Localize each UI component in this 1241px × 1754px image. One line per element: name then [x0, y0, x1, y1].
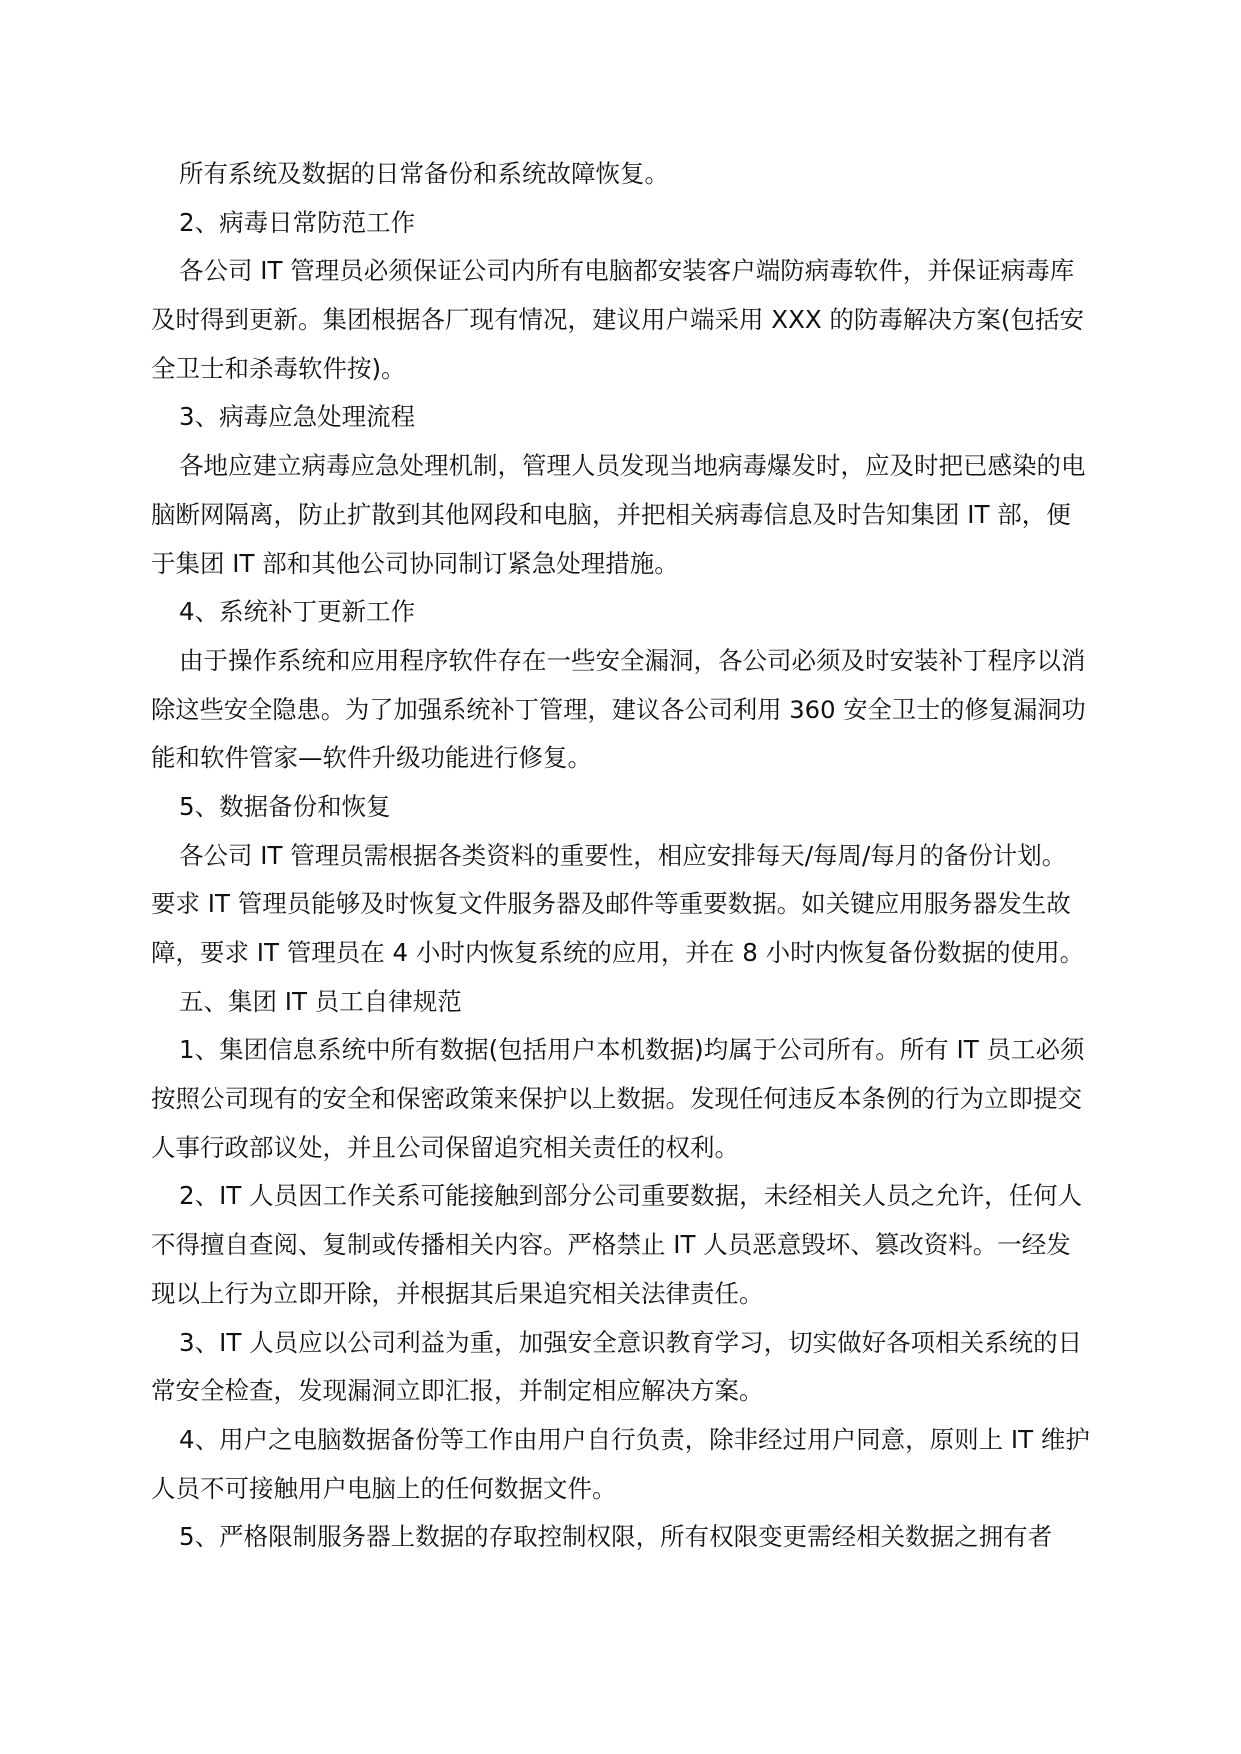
text-line: 1、集团信息系统中所有数据(包括用户本机数据)均属于公司所有。所有 IT 员工必须 — [179, 1035, 1085, 1065]
section-heading: 2、病毒日常防范工作 — [179, 207, 416, 237]
text-line: 不得擅自查阅、复制或传播相关内容。严格禁止 IT 人员恶意毁坏、篡改资料。一经发 — [151, 1230, 1071, 1260]
chapter-heading: 五、集团 IT 员工自律规范 — [179, 986, 462, 1016]
text-line: 5、严格限制服务器上数据的存取控制权限，所有权限变更需经相关数据之拥有者 — [179, 1522, 1053, 1552]
text-line: 于集团 IT 部和其他公司协同制订紧急处理措施。 — [151, 548, 679, 578]
text-line: 及时得到更新。集团根据各厂现有情况，建议用户端采用 XXX 的防毒解决方案(包括安 — [151, 305, 1084, 335]
text-line: 由于操作系统和应用程序软件存在一些安全漏洞，各公司必须及时安装补丁程序以消 — [179, 645, 1086, 675]
text-line: 能和软件管家—软件升级功能进行修复。 — [151, 743, 592, 773]
section-heading: 4、系统补丁更新工作 — [179, 597, 416, 627]
text-line: 障，要求 IT 管理员在 4 小时内恢复系统的应用，并在 8 小时内恢复备份数据的使用。 — [151, 938, 1085, 967]
document-body — [151, 150, 1091, 1562]
section-heading: 5、数据备份和恢复 — [179, 791, 391, 821]
text-line: 所有系统及数据的日常备份和系统故障恢复。 — [179, 159, 669, 188]
section-heading: 3、病毒应急处理流程 — [179, 402, 416, 432]
text-line: 除这些安全隐患。为了加强系统补丁管理，建议各公司利用 360 安全卫士的修复漏洞功 — [151, 694, 1086, 724]
text-line: 全卫士和杀毒软件按)。 — [151, 353, 406, 383]
text-line: 常安全检查，发现漏洞立即汇报，并制定相应解决方案。 — [151, 1376, 764, 1406]
text-line: 各公司 IT 管理员需根据各类资料的重要性，相应安排每天/每周/每月的备份计划。 — [179, 840, 1067, 870]
text-line: 要求 IT 管理员能够及时恢复文件服务器及邮件等重要数据。如关键应用服务器发生故 — [151, 889, 1071, 919]
text-line: 现以上行为立即开除，并根据其后果追究相关法律责任。 — [151, 1278, 764, 1308]
text-line: 2、IT 人员因工作关系可能接触到部分公司重要数据，未经相关人员之允许，任何人 — [179, 1181, 1083, 1211]
text-line: 各地应建立病毒应急处理机制，管理人员发现当地病毒爆发时，应及时把已感染的电 — [179, 451, 1086, 481]
text-line: 按照公司现有的安全和保密政策来保护以上数据。发现任何违反本条例的行为立即提交 — [151, 1084, 1082, 1114]
text-line: 3、IT 人员应以公司利益为重，加强安全意识教育学习，切实做好各项相关系统的日 — [179, 1327, 1083, 1357]
text-line: 脑断网隔离，防止扩散到其他网段和电脑，并把相关病毒信息及时告知集团 IT 部，便 — [151, 499, 1071, 529]
text-line: 各公司 IT 管理员必须保证公司内所有电脑都安装客户端防病毒软件，并保证病毒库 — [179, 256, 1075, 286]
text-line: 4、用户之电脑数据备份等工作由用户自行负责，除非经过用户同意，原则上 IT 维护 — [179, 1424, 1090, 1454]
text-line: 人员不可接触用户电脑上的任何数据文件。 — [151, 1473, 617, 1503]
text-line: 人事行政部议处，并且公司保留追究相关责任的权利。 — [151, 1132, 739, 1162]
